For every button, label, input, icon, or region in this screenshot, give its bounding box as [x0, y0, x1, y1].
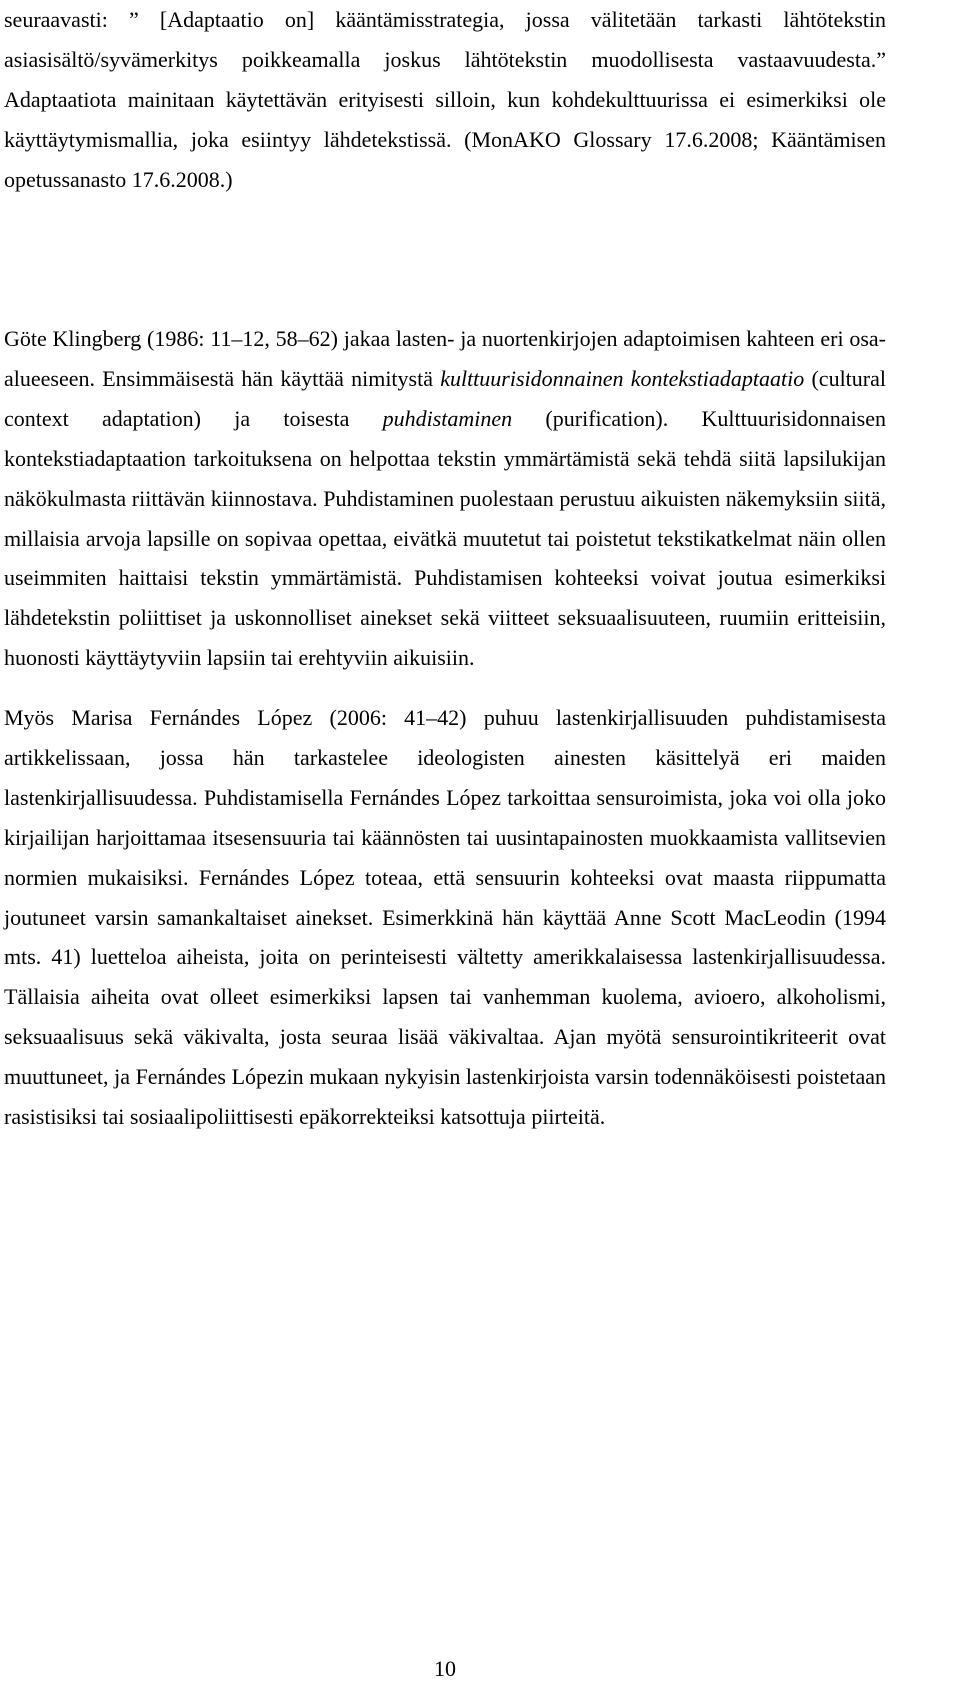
paragraph-1-text: seuraavasti: ” [Adaptaatio on] kääntämisstrategia, jossa välitetään tarkasti lähtötekstin asiasisältö/syvämerkitys poikkeamalla joskus lähtötekstin muodollisesta vastaavuudesta.” Adaptaatiota mainitaan käytettävän erityisesti silloin, kun kohdekulttuurissa ei esimerkiksi ole käyttäytymismallia, joka esiintyy lähdetekstissä. (MonAKO Glossary 17.6.2008; Kääntämisen opetussanasto 17.6.2008.)	[4, 7, 886, 192]
paragraph-3-text: Myös Marisa Fernándes López (2006: 41–42) puhuu lastenkirjallisuuden puhdistamisesta artikkelissaan, jossa hän tarkastelee ideologisten ainesten käsittelyä eri maiden lastenkirjallisuudessa. Puhdistamisella Fernándes López tarkoittaa sensuroimista, joka voi olla joko kirjailijan harjoittamaa itsesensuuria tai käännösten tai uusintapainosten muokkaamista vallitsevien normien mukaisiksi. Fernándes López toteaa, että sensuurin kohteeksi ovat maasta riippumatta joutuneet varsin samankaltaiset ainekset. Esimerkkinä hän käyttää Anne Scott MacLeodin (1994 mts. 41) luetteloa aiheista, joita on perinteisesti vältetty amerikkalaisessa lastenkirjallisuudessa. Tällaisia aiheita ovat olleet esimerkiksi lapsen tai vanhemman kuolema, avioero, alkoholismi, seksuaalisuus sekä väkivalta, josta seuraa lisää väkivaltaa. Ajan myötä sensurointikriteerit ovat muuttuneet, ja Fernándes Lópezin mukaan nykyisin lastenkirjoista varsin todennäköisesti poistetaan rasistisiksi tai sosiaalipoliittisesti epäkorrekteiksi katsottuja piirteitä.	[4, 705, 886, 1130]
paragraph-2-text-a: Göte Klingberg (1986: 11–12, 58–62) jakaa lasten- ja nuortenkirjojen adaptoimisen kahteen eri osa-alueeseen. Ensimmäisestä hän käyttää nimitystä	[4, 326, 886, 391]
term-puhdistaminen: puhdistaminen	[382, 405, 513, 431]
body-paragraph-3	[4, 698, 886, 1137]
body-paragraph-2	[4, 319, 886, 678]
body-paragraph-1	[4, 0, 886, 200]
term-kulttuurisidonnainen-kontekstiadaptaatio: kulttuurisidonnainen kontekstiadaptaatio	[440, 365, 805, 391]
page-number: 10	[434, 1656, 456, 1681]
paragraph-2-text-c: (purification). Kulttuurisidonnaisen kontekstiadaptaation tarkoituksena on helpottaa tekstin ymmärtämistä sekä tehdä siitä lapsilukijan näkökulmasta riittävän kiinnostava. Puhdistaminen puolestaan perustuu aikuisten näkemyksiin siitä, millaisia arvoja lapsille on sopivaa opettaa, eivätkä muutetut tai poistetut tekstikatkelmat näin ollen useimmiten haittaisi tekstin ymmärtämistä. Puhdistamisen kohteeksi voivat joutua esimerkiksi lähdetekstin poliittiset ja uskonnolliset ainekset sekä viitteet seksuaalisuuteen, ruumiin eritteisiin, huonosti käyttäytyviin lapsiin tai erehtyviin aikuisiin.	[4, 405, 887, 671]
paragraph-2-text-b: (cultural context adaptation) ja toisesta	[4, 365, 886, 431]
